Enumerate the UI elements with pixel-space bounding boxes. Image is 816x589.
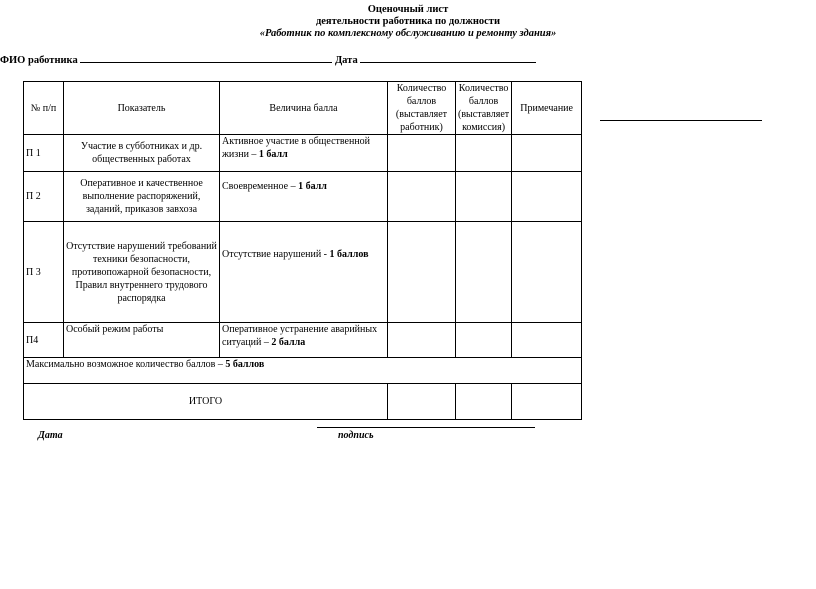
header-commission-score: Количество баллов (выставляет комиссия)	[456, 82, 512, 135]
date-input-line[interactable]	[360, 52, 536, 63]
row-self-score-cell[interactable]	[388, 222, 456, 323]
row-commission-score-cell[interactable]	[456, 135, 512, 172]
max-score-bold: 5 баллов	[225, 359, 265, 370]
row-num: П 1	[24, 135, 64, 172]
row-score	[220, 172, 388, 222]
row-score-bold: 1 балл	[258, 149, 288, 160]
header-self-score: Количество баллов (выставляет работник)	[388, 82, 456, 135]
position-title: «Работник по комплексному обслуживанию и ремонту здания»	[259, 28, 557, 39]
row-score	[220, 323, 388, 358]
total-commission-score-cell[interactable]	[456, 384, 512, 420]
row-score-bold: 2 балла	[271, 337, 306, 348]
total-row	[24, 384, 582, 420]
evaluation-table	[23, 81, 582, 420]
max-score-text: Максимально возможное количество баллов –	[26, 359, 226, 370]
max-score-row	[24, 358, 582, 384]
row-note-cell[interactable]	[512, 222, 582, 323]
header-num: № п/п	[24, 82, 64, 135]
row-score-bold: 1 баллов	[329, 249, 369, 260]
total-label: ИТОГО	[24, 384, 388, 420]
table-row	[24, 323, 582, 358]
fio-label: ФИО работника	[0, 55, 78, 66]
table-row	[24, 135, 582, 172]
row-self-score-cell[interactable]	[388, 323, 456, 358]
row-num: П4	[24, 323, 64, 358]
row-self-score-cell[interactable]	[388, 135, 456, 172]
fio-input-line[interactable]	[80, 52, 332, 63]
header-indicator: Показатель	[64, 82, 220, 135]
row-indicator: Оперативное и качественное выполнение распоряжений, заданий, приказов завхоза	[64, 172, 220, 222]
row-commission-score-cell[interactable]	[456, 323, 512, 358]
row-note-cell[interactable]	[512, 172, 582, 222]
document-subtitle: деятельности работника по должности	[315, 16, 501, 27]
signature-line[interactable]	[317, 427, 535, 428]
date-label: Дата	[334, 55, 358, 66]
footer-signature-label: подпись	[338, 430, 374, 441]
header-note: Примечание	[512, 82, 582, 135]
fio-line	[0, 52, 536, 66]
row-score-text: Оперативное устранение аварийных ситуаций –	[222, 324, 378, 348]
footer-date-label: Дата	[38, 430, 63, 441]
row-indicator: Особый режим работы	[64, 323, 220, 358]
row-num: П 3	[24, 222, 64, 323]
row-commission-score-cell[interactable]	[456, 172, 512, 222]
row-indicator: Отсутствие нарушений требований техники безопасности, противопожарной безопасности, Правил внутреннего трудового распорядка	[64, 222, 220, 323]
max-score-cell	[24, 358, 582, 384]
row-num: П 2	[24, 172, 64, 222]
row-commission-score-cell[interactable]	[456, 222, 512, 323]
row-score	[220, 222, 388, 323]
note-signature-line[interactable]	[600, 120, 762, 121]
table-row	[24, 172, 582, 222]
table-row	[24, 222, 582, 323]
total-self-score-cell[interactable]	[388, 384, 456, 420]
row-score-bold: 1 балл	[298, 181, 327, 192]
row-score	[220, 135, 388, 172]
total-note-cell[interactable]	[512, 384, 582, 420]
row-self-score-cell[interactable]	[388, 172, 456, 222]
row-note-cell[interactable]	[512, 135, 582, 172]
document-title: Оценочный лист	[367, 4, 449, 15]
row-indicator: Участие в субботниках и др. общественных работах	[64, 135, 220, 172]
row-score-text: Отсутствие нарушений -	[222, 249, 330, 260]
row-score-text: Активное участие в общественной жизни –	[222, 136, 371, 160]
header-score: Величина балла	[220, 82, 388, 135]
row-note-cell[interactable]	[512, 323, 582, 358]
table-header-row	[24, 82, 582, 135]
row-score-text: Своевременное –	[222, 181, 299, 192]
